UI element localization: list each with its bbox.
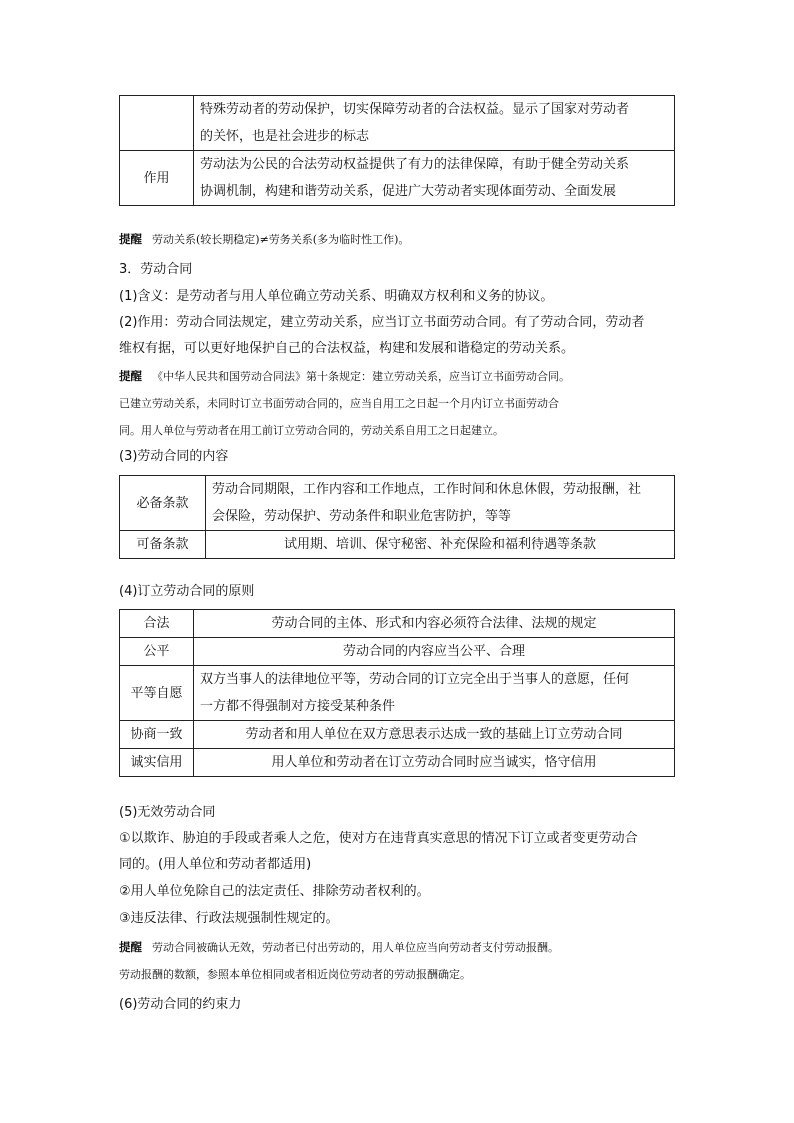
reminder-text: 《中华人民共和国劳动合同法》第十条规定：建立劳动关系，应当订立书面劳动合同。 — [152, 370, 570, 383]
row-value — [194, 151, 675, 206]
row-text-line: 一方都不得强制对方接受某种条件 — [200, 699, 396, 714]
subsection-heading: (4)订立劳动合同的原则 — [119, 584, 255, 599]
table-row — [120, 610, 675, 638]
row-value: 劳动合同的内容应当公平、合理 — [194, 638, 675, 666]
paragraph: (1)含义：是劳动者与用人单位确立劳动关系、明确双方权利和义务的协议。 — [119, 289, 554, 304]
list-item: ③违反法律、行政法规强制性规定的。 — [119, 911, 339, 926]
table-row — [120, 151, 675, 206]
reminder-note — [119, 363, 689, 390]
table-row — [120, 531, 675, 559]
reminder-label: 提醒 — [119, 369, 142, 383]
reminder-text: 劳动关系(较长期稳定)≠劳务关系(多为临时性工作)。 — [152, 233, 410, 246]
row-value — [194, 96, 675, 151]
row-value — [194, 666, 675, 721]
subsection-heading: (5)无效劳动合同 — [119, 805, 216, 820]
subsection-heading: (3)劳动合同的内容 — [119, 449, 229, 464]
row-text-line: 协调机制，构建和谐劳动关系，促进广大劳动者实现体面劳动、全面发展 — [200, 184, 617, 199]
reminder-text: 已建立劳动关系，未同时订立书面劳动合同的，应当自用工之日起一个月内订立书面劳动合 — [119, 397, 559, 410]
list-item: ①以欺诈、胁迫的手段或者乘人之危，使对方在违背真实意思的情况下订立或者变更劳动合 — [119, 831, 638, 846]
contract-principles-table — [119, 609, 675, 777]
reminder-note — [119, 226, 689, 253]
row-value: 用人单位和劳动者在订立劳动合同时应当诚实，恪守信用 — [194, 749, 675, 777]
row-value — [206, 476, 675, 531]
row-key: 可备条款 — [120, 531, 206, 559]
row-text-line: 会保险，劳动保护、劳动条件和职业危害防护，等等 — [212, 509, 512, 524]
table-row — [120, 666, 675, 721]
reminder-text: 同。用人单位与劳动者在用工前订立劳动合同的，劳动关系自用工之日起建立。 — [119, 424, 504, 437]
row-key: 必备条款 — [120, 476, 206, 531]
row-key: 公平 — [120, 638, 194, 666]
contract-content-table — [119, 475, 675, 559]
table-row — [120, 638, 675, 666]
paragraph: (2)作用：劳动合同法规定，建立劳动关系，应当订立书面劳动合同。有了劳动合同，劳动者 — [119, 315, 645, 330]
row-text-line: 劳动法为公民的合法劳动权益提供了有力的法律保障，有助于健全劳动关系 — [200, 157, 630, 172]
row-key — [120, 96, 194, 151]
row-text-line: 的关怀，也是社会进步的标志 — [200, 129, 370, 144]
row-text-line: 特殊劳动者的劳动保护，切实保障劳动者的合法权益。显示了国家对劳动者 — [200, 102, 630, 117]
list-item: 同的。(用人单位和劳动者都适用) — [119, 857, 312, 872]
row-text-line: 双方当事人的法律地位平等，劳动合同的订立完全出于当事人的意愿，任何 — [200, 672, 630, 687]
subsection-heading: (6)劳动合同的约束力 — [119, 997, 242, 1012]
row-value: 劳动者和用人单位在双方意思表示达成一致的基础上订立劳动合同 — [194, 721, 675, 749]
table-row — [120, 749, 675, 777]
row-key: 诚实信用 — [120, 749, 194, 777]
table-row — [120, 721, 675, 749]
table-row — [120, 96, 675, 151]
reminder-label: 提醒 — [119, 232, 142, 246]
paragraph: 维权有据，可以更好地保护自己的合法权益，构建和发展和谐稳定的劳动关系。 — [119, 341, 575, 356]
row-key: 平等自愿 — [120, 666, 194, 721]
list-item: ②用人单位免除自己的法定责任、排除劳动者权利的。 — [119, 884, 430, 899]
table-row — [120, 476, 675, 531]
reminder-text: 劳动报酬的数额，参照本单位相同或者相近岗位劳动者的劳动报酬确定。 — [119, 968, 471, 981]
reminder-text: 劳动合同被确认无效，劳动者已付出劳动的，用人单位应当向劳动者支付劳动报酬。 — [152, 941, 559, 954]
section-heading: 3．劳动合同 — [119, 262, 193, 277]
row-value: 劳动合同的主体、形式和内容必须符合法律、法规的规定 — [194, 610, 675, 638]
row-text-line: 劳动合同期限，工作内容和工作地点，工作时间和休息休假，劳动报酬，社 — [212, 482, 642, 497]
row-key: 合法 — [120, 610, 194, 638]
reminder-note — [119, 934, 689, 961]
row-value: 试用期、培训、保守秘密、补充保险和福利待遇等条款 — [206, 531, 675, 559]
row-key: 协商一致 — [120, 721, 194, 749]
labor-law-table — [119, 95, 675, 206]
reminder-label: 提醒 — [119, 940, 142, 954]
row-key: 作用 — [120, 151, 194, 206]
